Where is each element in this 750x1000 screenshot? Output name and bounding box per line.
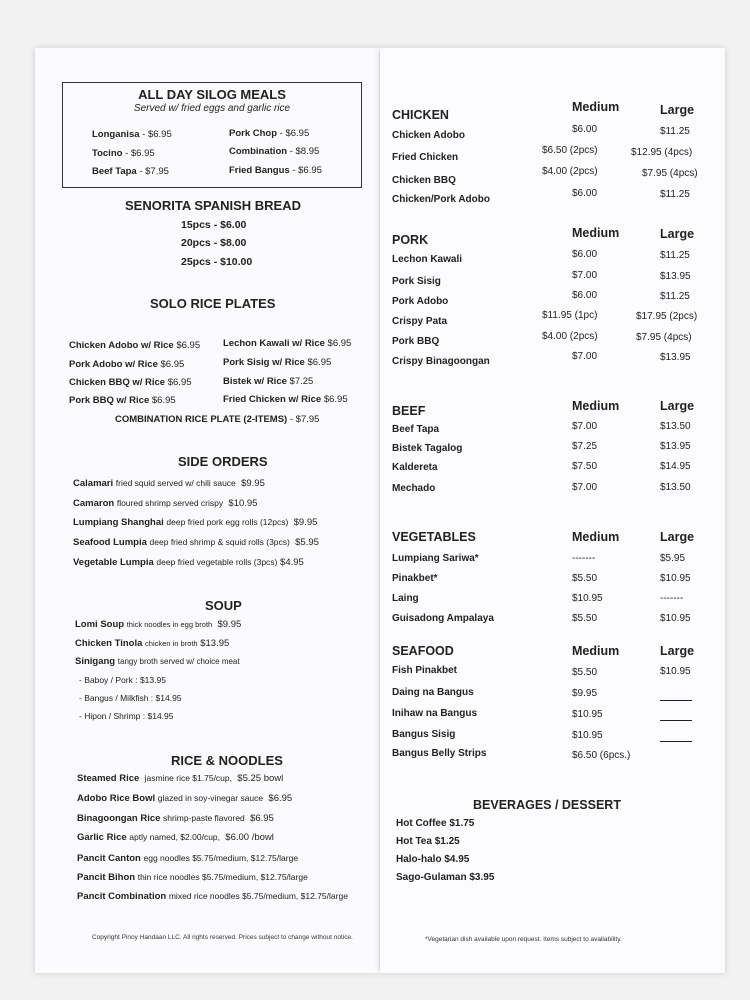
medium-column-header: Medium — [572, 644, 620, 658]
menu-item: Binagoongan Rice shrimp-paste flavored $6.95 — [77, 813, 274, 824]
large-column-header: Large — [660, 530, 695, 544]
menu-item: Lechon Kawali w/ Rice $6.95 — [223, 338, 352, 349]
vegetables-title: VEGETABLES — [392, 530, 476, 544]
spanish-bread-title: SENORITA SPANISH BREAD — [125, 198, 301, 213]
menu-item: Guisadong Ampalaya — [392, 613, 494, 624]
large-price: $12.95 (4pcs) — [631, 147, 693, 158]
menu-item: Pancit Combination mixed rice noodles $5.75/medium, $12.75/large — [77, 891, 348, 902]
large-price: $14.95 — [660, 461, 691, 472]
menu-item: Pork Adobo — [392, 296, 449, 307]
medium-price: $10.95 — [572, 709, 603, 720]
left-footer: Copyright Pinoy Handaan LLC. All rights reserved. Prices subject to change without notice. — [92, 934, 353, 941]
large-price: $13.95 — [660, 271, 691, 282]
medium-price: ------- — [572, 553, 596, 564]
rice-noodles-title: RICE & NOODLES — [171, 753, 283, 768]
medium-price: $5.50 — [572, 613, 598, 624]
large-price: $13.95 — [660, 352, 691, 363]
menu-item: Pancit Bihon thin rice noodles $5.75/medium, $12.75/large — [77, 872, 308, 883]
medium-column-header: Medium — [572, 530, 620, 544]
menu-item: Pork Sisig — [392, 276, 441, 287]
large-column-header: Large — [660, 399, 695, 413]
large-price-blank — [660, 688, 692, 706]
large-price: $11.25 — [660, 250, 690, 261]
menu-item: 20pcs - $8.00 — [181, 237, 247, 249]
beverages-title: BEVERAGES / DESSERT — [473, 798, 621, 812]
medium-price: $7.00 — [572, 270, 598, 281]
menu-item: Beef Tapa - $7.95 — [92, 166, 169, 177]
medium-column-header: Medium — [572, 226, 620, 240]
large-price: $5.95 — [660, 553, 686, 564]
menu-item: Garlic Rice aptly named, $2.00/cup, $6.00 /bowl — [77, 832, 274, 843]
menu-item: Lumpiang Shanghai deep fried pork egg rolls (12pcs) $9.95 — [73, 517, 318, 528]
large-price: $11.25 — [660, 126, 690, 137]
combo-plate: COMBINATION RICE PLATE (2-ITEMS) - $7.95 — [115, 414, 320, 425]
menu-item: Combination - $8.95 — [229, 146, 320, 157]
menu-item: Pork Sisig w/ Rice $6.95 — [223, 357, 332, 368]
menu-item: Inihaw na Bangus — [392, 708, 478, 719]
medium-price: $6.00 — [572, 188, 598, 199]
large-price: $13.50 — [660, 421, 691, 432]
large-price: $10.95 — [660, 573, 691, 584]
beef-title: BEEF — [392, 404, 426, 418]
solo-rice-title: SOLO RICE PLATES — [150, 296, 276, 311]
menu-item: Lumpiang Sariwa* — [392, 553, 479, 564]
menu-item: Bangus Belly Strips — [392, 748, 487, 759]
right-menu-panel — [380, 48, 725, 973]
menu-item: Beef Tapa — [392, 424, 440, 435]
seafood-title: SEAFOOD — [392, 644, 454, 658]
large-price: $13.50 — [660, 482, 691, 493]
silog-title: ALL DAY SILOG MEALS — [138, 87, 286, 102]
menu-item: Chicken Adobo w/ Rice $6.95 — [69, 340, 201, 351]
medium-price: $10.95 — [572, 730, 603, 741]
large-price: $17.95 (2pcs) — [636, 311, 698, 322]
side-orders-title: SIDE ORDERS — [178, 454, 268, 469]
menu-item: Pork BBQ — [392, 336, 440, 347]
menu-item: Chicken Tinola chicken in broth $13.95 — [75, 638, 230, 649]
medium-price: $6.50 (2pcs) — [542, 145, 598, 156]
menu-item: Tocino - $6.95 — [92, 148, 155, 159]
medium-price: $6.00 — [572, 249, 598, 260]
large-price: $10.95 — [660, 613, 691, 624]
medium-price: $4.00 (2pcs) — [542, 331, 598, 342]
menu-item: Steamed Rice jasmine rice $1.75/cup, $5.25 bowl — [77, 773, 284, 784]
medium-price: $7.00 — [572, 351, 598, 362]
chicken-title: CHICKEN — [392, 108, 449, 122]
menu-item: Chicken BBQ — [392, 175, 456, 186]
medium-price: $9.95 — [572, 688, 598, 699]
menu-item: Calamari fried squid served w/ chili sauce $9.95 — [73, 478, 265, 489]
menu-item: Pinakbet* — [392, 573, 438, 584]
menu-item: Kaldereta — [392, 462, 438, 473]
menu-item: Laing — [392, 593, 419, 604]
menu-item: Fried Chicken w/ Rice $6.95 — [223, 394, 348, 405]
menu-item: 25pcs - $10.00 — [181, 256, 253, 268]
medium-price: $5.50 — [572, 667, 598, 678]
menu-item: 15pcs - $6.00 — [181, 219, 247, 231]
large-price: $7.95 (4pcs) — [642, 168, 698, 179]
menu-item: Seafood Lumpia deep fried shrimp & squid rolls (3pcs) $5.95 — [73, 537, 319, 548]
menu-item: Sinigang tangy broth served w/ choice meat — [75, 656, 240, 667]
medium-price: $11.95 (1pc) — [542, 310, 598, 321]
menu-item: Longanisa - $6.95 — [92, 129, 172, 140]
menu-item: Chicken Adobo — [392, 130, 465, 141]
medium-price: $7.00 — [572, 421, 598, 432]
large-price: $11.25 — [660, 291, 690, 302]
right-footer: *Vegetarian dish available upon request. Items subject to availability. — [425, 936, 622, 943]
menu-item: Chicken BBQ w/ Rice $6.95 — [69, 377, 192, 388]
medium-price: $6.00 — [572, 124, 598, 135]
menu-item: Adobo Rice Bowl glazed in soy-vinegar sauce $6.95 — [77, 793, 293, 804]
sinigang-option: - Bangus / Milkfish : $14.95 — [79, 693, 182, 703]
menu-item: Mechado — [392, 483, 436, 494]
menu-item: Halo-halo $4.95 — [396, 854, 470, 865]
menu-item: Chicken/Pork Adobo — [392, 194, 490, 205]
soup-title: SOUP — [205, 598, 242, 613]
sinigang-option: - Hipon / Shrimp : $14.95 — [79, 711, 174, 721]
menu-item: Fried Chicken — [392, 152, 459, 163]
menu-item: Crispy Binagoongan — [392, 356, 490, 367]
large-price-blank — [660, 708, 692, 726]
medium-price: $10.95 — [572, 593, 603, 604]
menu-item: Bistek w/ Rice $7.25 — [223, 376, 314, 387]
medium-price: $6.50 (6pcs.) — [572, 750, 631, 761]
menu-item: Fish Pinakbet — [392, 665, 458, 676]
medium-price: $7.00 — [572, 482, 598, 493]
large-column-header: Large — [660, 227, 695, 241]
menu-item: Daing na Bangus — [392, 687, 474, 698]
medium-column-header: Medium — [572, 100, 620, 114]
medium-price: $7.50 — [572, 461, 598, 472]
large-price: $7.95 (4pcs) — [636, 332, 692, 343]
medium-price: $4.00 (2pcs) — [542, 166, 598, 177]
menu-item: Sago-Gulaman $3.95 — [396, 872, 495, 883]
medium-column-header: Medium — [572, 399, 620, 413]
menu-item: Hot Coffee $1.75 — [396, 818, 475, 829]
menu-item: Fried Bangus - $6.95 — [229, 165, 322, 176]
pork-title: PORK — [392, 233, 429, 247]
silog-box — [62, 82, 362, 188]
menu-item: Hot Tea $1.25 — [396, 836, 460, 847]
menu-item: Vegetable Lumpia deep fried vegetable rolls (3pcs) $4.95 — [73, 557, 304, 568]
menu-item: Camaron floured shrimp served crispy $10.95 — [73, 498, 258, 509]
menu-item: Pancit Canton egg noodles $5.75/medium, $12.75/large — [77, 853, 299, 864]
menu-item: Bistek Tagalog — [392, 443, 463, 454]
medium-price: $6.00 — [572, 290, 598, 301]
large-price-blank — [660, 729, 692, 747]
large-column-header: Large — [660, 103, 695, 117]
menu-item: Pork Chop - $6.95 — [229, 128, 310, 139]
large-price: $10.95 — [660, 666, 691, 677]
silog-subtitle: Served w/ fried eggs and garlic rice — [133, 103, 291, 114]
sinigang-option: - Baboy / Pork : $13.95 — [79, 675, 166, 685]
menu-item: Pork Adobo w/ Rice $6.95 — [69, 359, 185, 370]
large-price: $11.25 — [660, 189, 690, 200]
menu-item: Pork BBQ w/ Rice $6.95 — [69, 395, 176, 406]
large-price: ------- — [660, 593, 684, 604]
menu-item: Bangus Sisig — [392, 729, 456, 740]
menu-item: Lechon Kawali — [392, 254, 463, 265]
medium-price: $5.50 — [572, 573, 598, 584]
large-price: $13.95 — [660, 441, 691, 452]
large-column-header: Large — [660, 644, 695, 658]
menu-item: Crispy Pata — [392, 316, 448, 327]
menu-item: Lomi Soup thick noodles in egg broth $9.95 — [75, 619, 242, 630]
left-menu-panel — [35, 48, 380, 973]
medium-price: $7.25 — [572, 441, 598, 452]
